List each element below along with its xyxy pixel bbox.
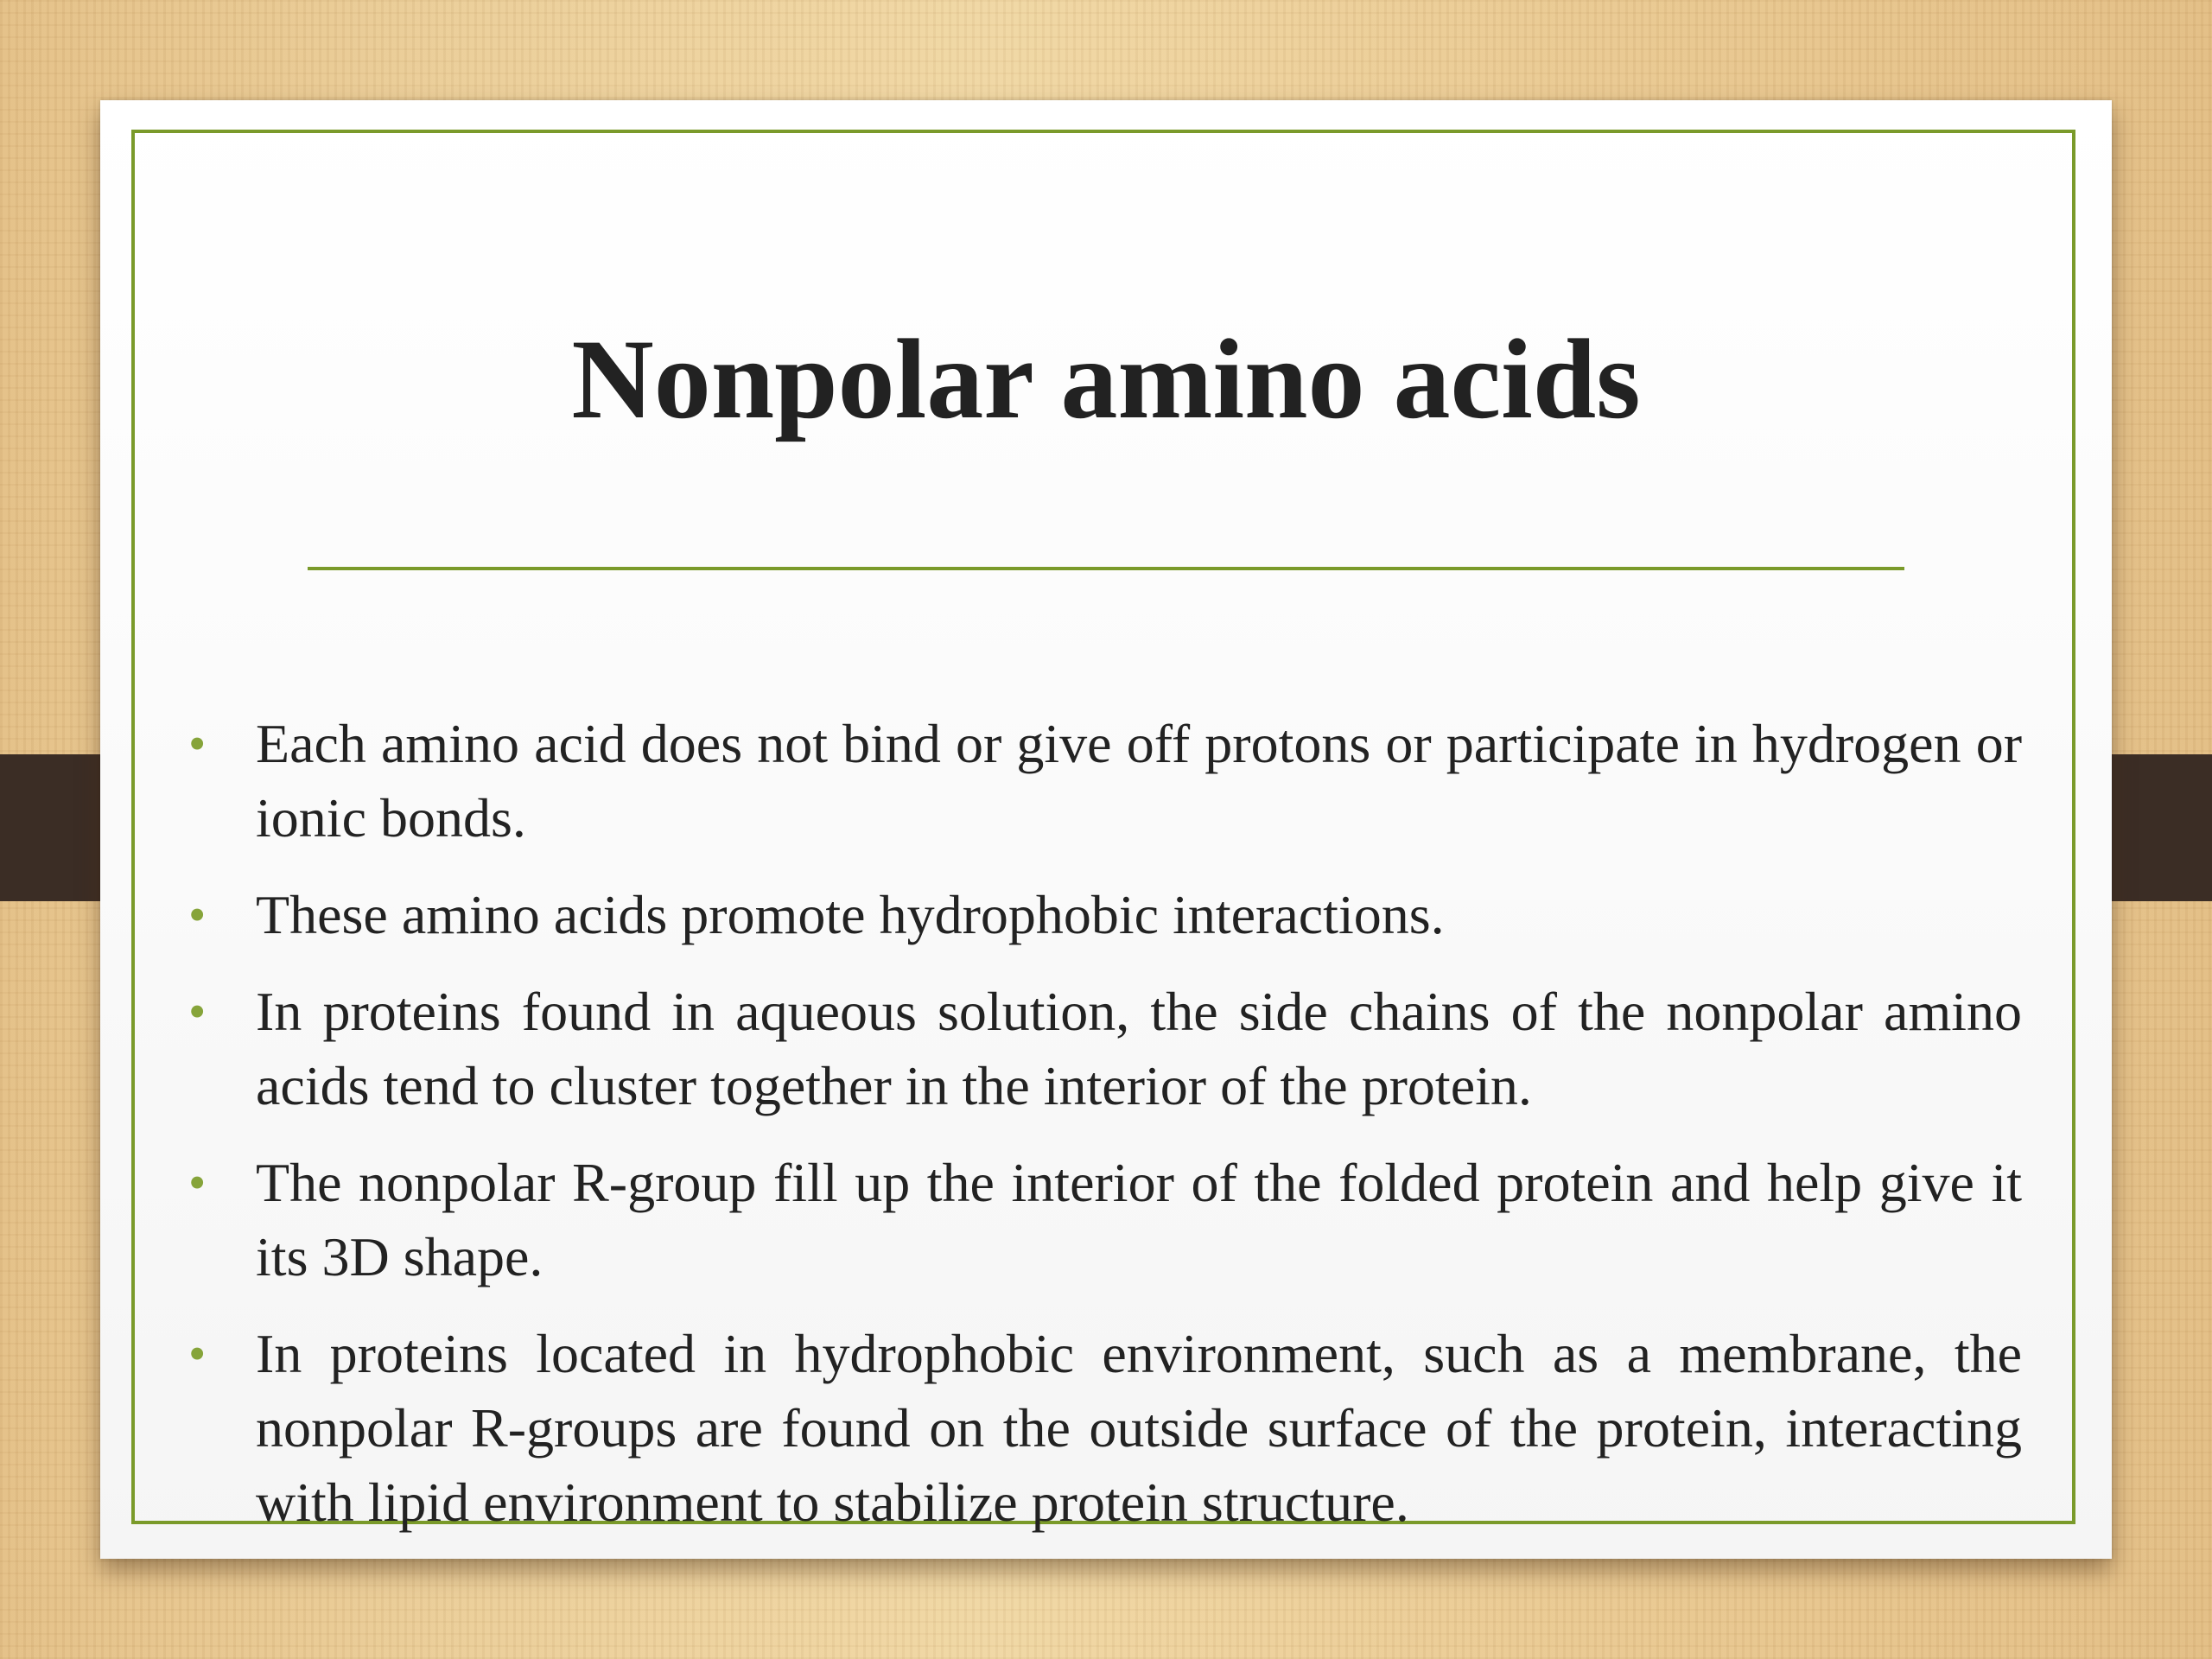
bullet-item [188,1317,2022,1540]
bullet-dot-icon: • [188,983,207,1039]
bullet-dot-icon: • [188,1154,207,1211]
bullet-item [188,878,2022,952]
slide [100,100,2112,1559]
bullet-dot-icon: • [188,715,207,772]
bullet-dot-icon: • [188,1325,207,1382]
bullet-text: In proteins located in hydrophobic environment, such as a membrane, the nonpolar R-groups are found on the outside surface of the protein, interacting with lipid environment to stabilize protein structure. [256,1323,2022,1533]
bullet-text: The nonpolar R-group fill up the interior of the folded protein and help give it its 3D shape. [256,1152,2022,1287]
bullet-dot-icon: • [188,887,207,943]
title-divider [308,567,1904,570]
slide-title: Nonpolar amino acids [571,315,1641,442]
bullet-text: Each amino acid does not bind or give off protons or participate in hydrogen or ionic bonds. [256,713,2022,849]
bullet-item [188,975,2022,1123]
bullet-item [188,707,2022,855]
bullet-list [188,707,2022,1562]
bullet-text: In proteins found in aqueous solution, the side chains of the nonpolar amino acids tend to cluster together in the interior of the protein. [256,981,2022,1116]
bullet-text: These amino acids promote hydrophobic interactions. [256,884,1445,945]
bullet-item [188,1146,2022,1294]
